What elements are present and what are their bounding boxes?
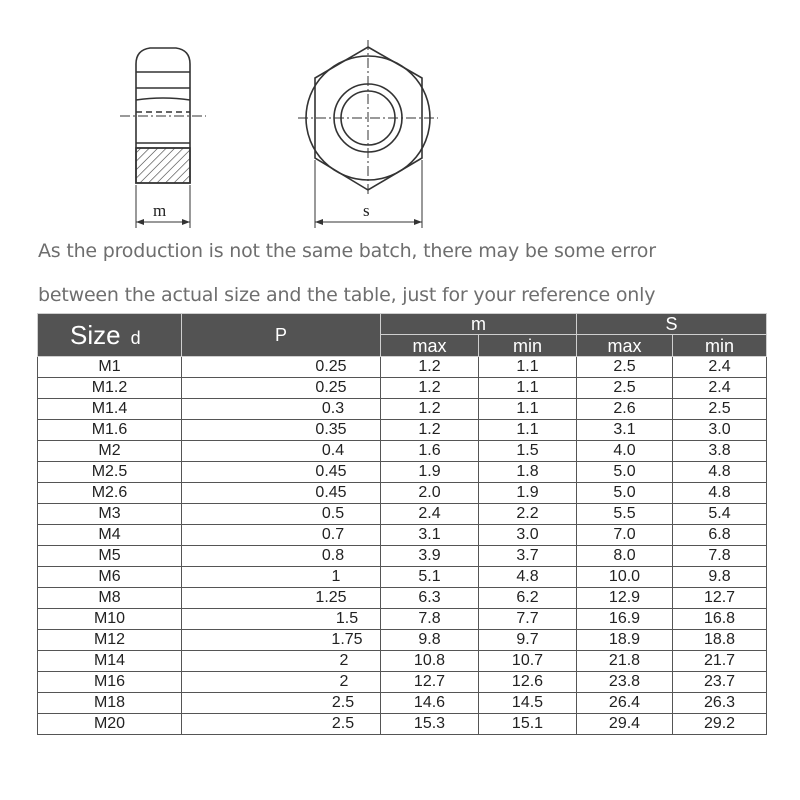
s-max-cell: 12.9: [577, 588, 673, 609]
s-min-cell: 9.8: [673, 567, 767, 588]
m-max-cell: 15.3: [381, 714, 479, 735]
s-min-cell: 29.2: [673, 714, 767, 735]
table-row: [38, 693, 767, 714]
size-cell: M10: [38, 609, 182, 630]
m-max-header: max: [381, 335, 479, 357]
s-max-cell: 2.5: [577, 357, 673, 378]
pitch-column-header: P: [182, 314, 381, 357]
m-min-cell: 15.1: [479, 714, 577, 735]
s-min-cell: 26.3: [673, 693, 767, 714]
nut-front-view: [298, 40, 438, 228]
m-min-cell: 3.7: [479, 546, 577, 567]
table-row: [38, 504, 767, 525]
s-min-cell: 7.8: [673, 546, 767, 567]
m-min-cell: 1.1: [479, 357, 577, 378]
size-cell: M2.5: [38, 462, 182, 483]
m-max-cell: 6.3: [381, 588, 479, 609]
pitch-cell: 0.3: [182, 399, 381, 420]
s-group-header: S: [577, 314, 767, 335]
table-row: [38, 588, 767, 609]
m-min-cell: 1.1: [479, 399, 577, 420]
size-cell: M4: [38, 525, 182, 546]
s-min-cell: 21.7: [673, 651, 767, 672]
s-min-cell: 2.4: [673, 378, 767, 399]
s-max-cell: 23.8: [577, 672, 673, 693]
dimension-m-label: m: [153, 201, 167, 220]
table-row: [38, 714, 767, 735]
s-max-cell: 2.6: [577, 399, 673, 420]
disclaimer-line-1: As the production is not the same batch, there may be some error: [38, 240, 656, 262]
pitch-cell: 0.25: [182, 357, 381, 378]
m-max-cell: 3.9: [381, 546, 479, 567]
table-row: [38, 357, 767, 378]
size-cell: M18: [38, 693, 182, 714]
table-row: [38, 462, 767, 483]
pitch-cell: 1.5: [182, 609, 381, 630]
size-cell: M2.6: [38, 483, 182, 504]
size-cell: M1: [38, 357, 182, 378]
m-min-cell: 2.2: [479, 504, 577, 525]
m-max-cell: 7.8: [381, 609, 479, 630]
s-max-cell: 2.5: [577, 378, 673, 399]
m-min-cell: 9.7: [479, 630, 577, 651]
m-min-cell: 7.7: [479, 609, 577, 630]
s-max-cell: 29.4: [577, 714, 673, 735]
table-row: [38, 609, 767, 630]
m-min-cell: 3.0: [479, 525, 577, 546]
size-cell: M2: [38, 441, 182, 462]
dimension-s-label: s: [363, 201, 370, 220]
m-min-cell: 1.8: [479, 462, 577, 483]
s-min-cell: 2.4: [673, 357, 767, 378]
m-max-cell: 1.6: [381, 441, 479, 462]
m-max-cell: 5.1: [381, 567, 479, 588]
size-cell: M1.6: [38, 420, 182, 441]
pitch-cell: 2.5: [182, 714, 381, 735]
s-max-cell: 18.9: [577, 630, 673, 651]
table-row: [38, 567, 767, 588]
pitch-cell: 0.8: [182, 546, 381, 567]
size-cell: M8: [38, 588, 182, 609]
pitch-cell: 2: [182, 672, 381, 693]
pitch-cell: 2.5: [182, 693, 381, 714]
table-header-row: [38, 314, 767, 335]
pitch-cell: 0.4: [182, 441, 381, 462]
table-row: [38, 441, 767, 462]
s-min-cell: 12.7: [673, 588, 767, 609]
s-max-cell: 26.4: [577, 693, 673, 714]
m-group-header: m: [381, 314, 577, 335]
m-max-cell: 1.2: [381, 378, 479, 399]
table-row: [38, 651, 767, 672]
s-min-cell: 2.5: [673, 399, 767, 420]
m-min-cell: 4.8: [479, 567, 577, 588]
s-min-header: min: [673, 335, 767, 357]
pitch-cell: 0.5: [182, 504, 381, 525]
s-max-cell: 16.9: [577, 609, 673, 630]
size-cell: M5: [38, 546, 182, 567]
s-max-cell: 10.0: [577, 567, 673, 588]
m-max-cell: 1.2: [381, 399, 479, 420]
size-header-sub: d: [130, 327, 141, 348]
m-min-cell: 1.1: [479, 420, 577, 441]
pitch-cell: 0.45: [182, 483, 381, 504]
m-max-cell: 12.7: [381, 672, 479, 693]
s-max-cell: 7.0: [577, 525, 673, 546]
table-row: [38, 546, 767, 567]
m-max-cell: 10.8: [381, 651, 479, 672]
size-cell: M1.4: [38, 399, 182, 420]
m-min-header: min: [479, 335, 577, 357]
s-min-cell: 6.8: [673, 525, 767, 546]
pitch-cell: 1.25: [182, 588, 381, 609]
s-max-cell: 8.0: [577, 546, 673, 567]
s-max-cell: 5.0: [577, 462, 673, 483]
nut-size-table: [37, 313, 767, 735]
size-column-header: [38, 314, 182, 357]
s-max-cell: 21.8: [577, 651, 673, 672]
table-row: [38, 525, 767, 546]
table-row: [38, 420, 767, 441]
table-row: [38, 630, 767, 651]
s-min-cell: 18.8: [673, 630, 767, 651]
size-cell: M14: [38, 651, 182, 672]
s-max-cell: 5.0: [577, 483, 673, 504]
m-max-cell: 1.2: [381, 357, 479, 378]
pitch-cell: 1.75: [182, 630, 381, 651]
pitch-cell: 2: [182, 651, 381, 672]
pitch-cell: 0.25: [182, 378, 381, 399]
s-max-cell: 3.1: [577, 420, 673, 441]
m-max-cell: 2.0: [381, 483, 479, 504]
pitch-cell: 0.7: [182, 525, 381, 546]
table-row: [38, 378, 767, 399]
size-cell: M16: [38, 672, 182, 693]
pitch-cell: 0.45: [182, 462, 381, 483]
hex-nut-technical-drawing: [0, 0, 800, 235]
table-row: [38, 399, 767, 420]
s-min-cell: 23.7: [673, 672, 767, 693]
size-cell: M12: [38, 630, 182, 651]
m-min-cell: 10.7: [479, 651, 577, 672]
size-cell: M1.2: [38, 378, 182, 399]
table-body: [38, 357, 767, 735]
size-cell: M3: [38, 504, 182, 525]
size-cell: M6: [38, 567, 182, 588]
s-min-cell: 16.8: [673, 609, 767, 630]
s-max-header: max: [577, 335, 673, 357]
m-max-cell: 14.6: [381, 693, 479, 714]
s-min-cell: 5.4: [673, 504, 767, 525]
m-max-cell: 1.9: [381, 462, 479, 483]
s-min-cell: 4.8: [673, 483, 767, 504]
pitch-cell: 1: [182, 567, 381, 588]
m-max-cell: 3.1: [381, 525, 479, 546]
s-min-cell: 3.8: [673, 441, 767, 462]
pitch-cell: 0.35: [182, 420, 381, 441]
size-cell: M20: [38, 714, 182, 735]
disclaimer-line-2: between the actual size and the table, just for your reference only: [38, 284, 656, 306]
m-min-cell: 1.1: [479, 378, 577, 399]
table-row: [38, 483, 767, 504]
m-max-cell: 1.2: [381, 420, 479, 441]
size-header-label: Size: [70, 319, 121, 350]
s-min-cell: 3.0: [673, 420, 767, 441]
s-max-cell: 5.5: [577, 504, 673, 525]
m-min-cell: 1.9: [479, 483, 577, 504]
m-min-cell: 14.5: [479, 693, 577, 714]
m-min-cell: 1.5: [479, 441, 577, 462]
s-max-cell: 4.0: [577, 441, 673, 462]
m-min-cell: 6.2: [479, 588, 577, 609]
table-row: [38, 672, 767, 693]
m-max-cell: 2.4: [381, 504, 479, 525]
m-max-cell: 9.8: [381, 630, 479, 651]
m-min-cell: 12.6: [479, 672, 577, 693]
s-min-cell: 4.8: [673, 462, 767, 483]
